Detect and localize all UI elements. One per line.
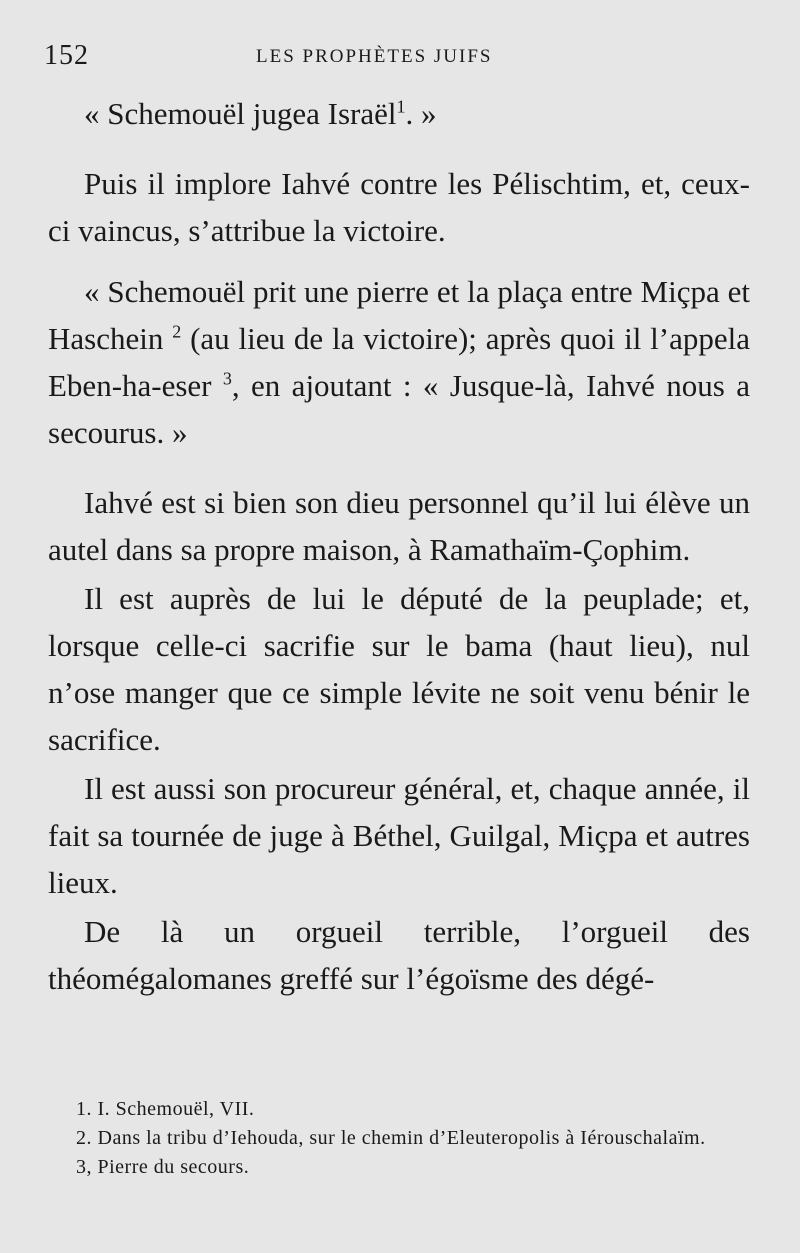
- paragraph-text: , en ajoutant : « Jusque-là, Iahvé nous a secourus. »: [48, 368, 750, 450]
- footnotes: [48, 1095, 756, 1182]
- footnote-ref-2: 2: [172, 321, 182, 342]
- paragraph-4: Iahvé est si bien son dieu personnel qu’il lui élève un autel dans sa propre maison, à Ramathaïm-Çophim.: [48, 485, 750, 567]
- body-text: [48, 90, 750, 1002]
- paragraph-3: [48, 268, 750, 456]
- paragraph-7: De là un orgueil terrible, l’orgueil des théomégalomanes greffé sur l’égoïsme des dégé-: [48, 914, 750, 996]
- paragraph-1: [48, 90, 750, 137]
- footnote-2: 2. Dans la tribu d’Iehouda, sur le chemin d’Eleuteropolis à Iérouschalaïm.: [76, 1127, 706, 1149]
- paragraph-text: . »: [405, 96, 437, 131]
- footnote-3: 3, Pierre du secours.: [76, 1156, 250, 1178]
- footnote-1: 1. I. Schemouël, VII.: [76, 1098, 255, 1120]
- footnote-ref-1: 1: [396, 96, 406, 117]
- paragraph-5: Il est auprès de lui le député de la peuplade; et, lorsque celle-ci sacrifie sur le bama (haut lieu), nul n’ose manger que ce simple lévite ne soit venu bénir le sacrifice.: [48, 581, 750, 757]
- paragraph-text: (au lieu de la victoire); après quoi il l’appela Eben-ha-eser: [48, 321, 751, 403]
- paragraph-text: « Schemouël jugea Israël: [84, 96, 397, 131]
- running-head: [0, 40, 800, 74]
- page-number: 152: [44, 40, 89, 71]
- footnote-ref-3: 3: [222, 368, 232, 389]
- running-title: LES PROPHÈTES JUIFS: [256, 46, 493, 67]
- paragraph-text: « Schemouël prit une pierre et la plaça entre Miçpa et Haschein: [48, 274, 750, 356]
- paragraph-6: Il est aussi son procureur général, et, chaque année, il fait sa tournée de juge à Béthel, Guilgal, Miçpa et autres lieux.: [48, 771, 750, 900]
- paragraph-2: Puis il implore Iahvé contre les Pélischtim, et, ceux-ci vaincus, s’attribue la victoire.: [48, 166, 750, 248]
